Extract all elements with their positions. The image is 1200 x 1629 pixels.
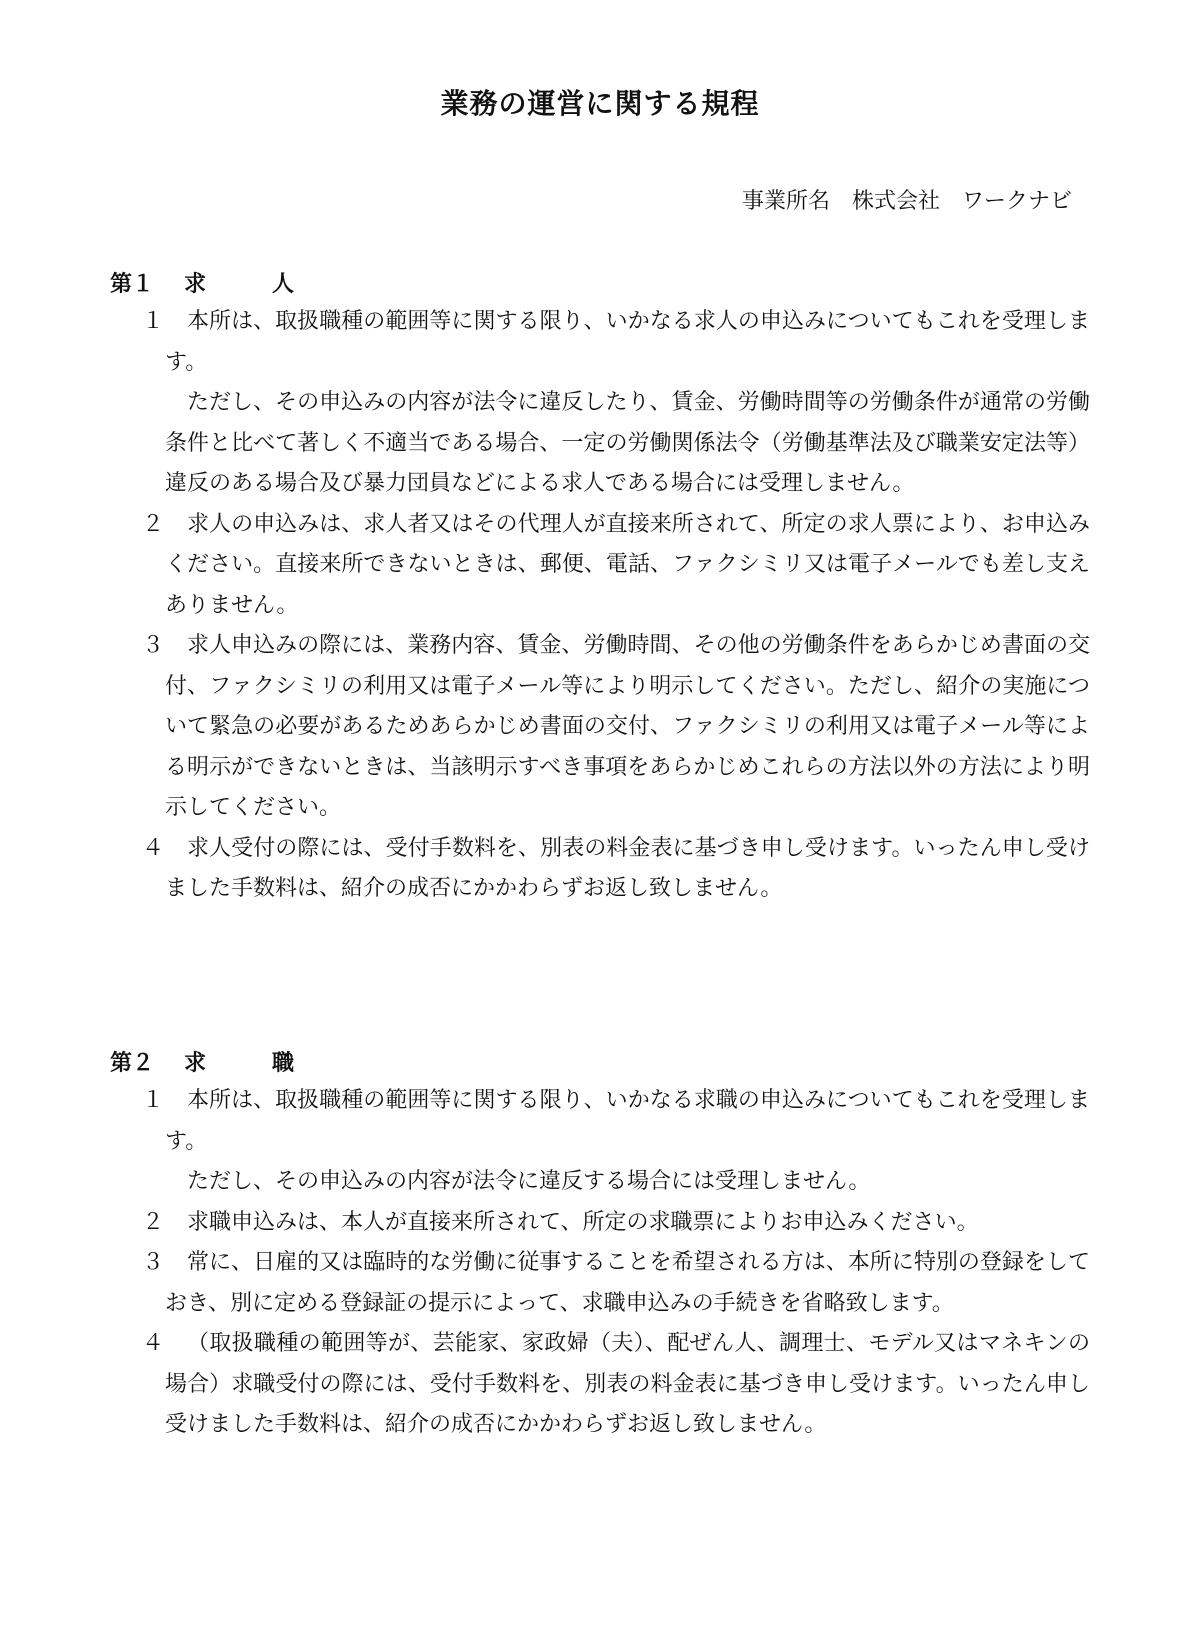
clause-number: ３ [142, 633, 165, 658]
clause-item [110, 829, 1090, 910]
clause-text: 本所は、取扱職種の範囲等に関する限り、いかなる求職の申込みについてもこれを受理します。 [165, 1088, 1090, 1154]
section-number: 第１ [110, 271, 155, 297]
clause-number: １ [142, 309, 165, 334]
section-number: 第２ [110, 1050, 155, 1076]
section-title: 求 職 [184, 1050, 295, 1076]
section-heading [110, 268, 1090, 300]
clause-number: ３ [142, 1250, 165, 1275]
clause-proviso: ただし、その申込みの内容が法令に違反する場合には受理しません。 [187, 1169, 871, 1194]
clause-number: ２ [142, 511, 165, 537]
section-job-seeking [110, 1047, 1090, 1446]
clause-item [110, 302, 1090, 505]
clause-number: １ [142, 1088, 165, 1113]
clause-item [110, 1324, 1090, 1446]
clause-number: ２ [142, 1209, 165, 1235]
clause-number: ４ [142, 835, 165, 861]
clause-number: ４ [142, 1331, 165, 1356]
office-name-line: 事業所名 株式会社 ワークナビ [741, 189, 1072, 214]
clause-proviso: ただし、その申込みの内容が法令に違反したり、賃金、労働時間等の労働条件が通常の労働条件と比べて著しく不適当である場合、一定の労働関係法令（労働基準法及び職業安定法等）違反のある場合及び暴力団員などによる求人である場合には受理しません。 [165, 390, 1090, 496]
section-heading [110, 1047, 1090, 1079]
clause-text: 求職申込みは、本人が直接来所されて、所定の求職票によりお申込みください。 [187, 1209, 979, 1235]
section-title: 求 人 [184, 271, 295, 297]
clause-text: 求人の申込みは、求人者又はその代理人が直接来所されて、所定の求人票により、お申込みください。直接来所できないときは、郵便、電話、ファクシミリ又は電子メールでも差し支えありません。 [165, 511, 1090, 618]
document-title: 業務の運営に関する規程 [440, 87, 760, 120]
clause-text: 常に、日雇的又は臨時的な労働に従事することを希望される方は、本所に特別の登録をしておき、別に定める登録証の提示によって、求職申込みの手続きを省略致します。 [165, 1250, 1090, 1316]
clause-text: 求人受付の際には、受付手数料を、別表の料金表に基づき申し受けます。いったん申し受けました手数料は、紹介の成否にかかわらずお返し致しません。 [165, 835, 1090, 901]
clause-text: 求人申込みの際には、業務内容、賃金、労働時間、その他の労働条件をあらかじめ書面の交付、ファクシミリの利用又は電子メール等により明示してください。ただし、紹介の実施について緊急の必要があるためあらかじめ書面の交付、ファクシミリの利用又は電子メール等による明示ができないときは、当該明示すべき事項をあらかじめこれらの方法以外の方法により明示してください。 [165, 633, 1090, 820]
clause-text: 本所は、取扱職種の範囲等に関する限り、いかなる求人の申込みについてもこれを受理します。 [165, 309, 1090, 375]
clause-item [110, 1243, 1090, 1324]
clause-item [110, 1081, 1090, 1203]
clause-item [110, 505, 1090, 627]
clause-item [110, 1203, 1090, 1244]
clause-item [110, 626, 1090, 829]
clause-text: （取扱職種の範囲等が、芸能家、家政婦（夫）、配ぜん人、調理士、モデル又はマネキンの場合）求職受付の際には、受付手数料を、別表の料金表に基づき申し受けます。いったん申し受けました手数料は、紹介の成否にかかわらずお返し致しません。 [165, 1331, 1090, 1437]
section-recruitment [110, 268, 1090, 910]
